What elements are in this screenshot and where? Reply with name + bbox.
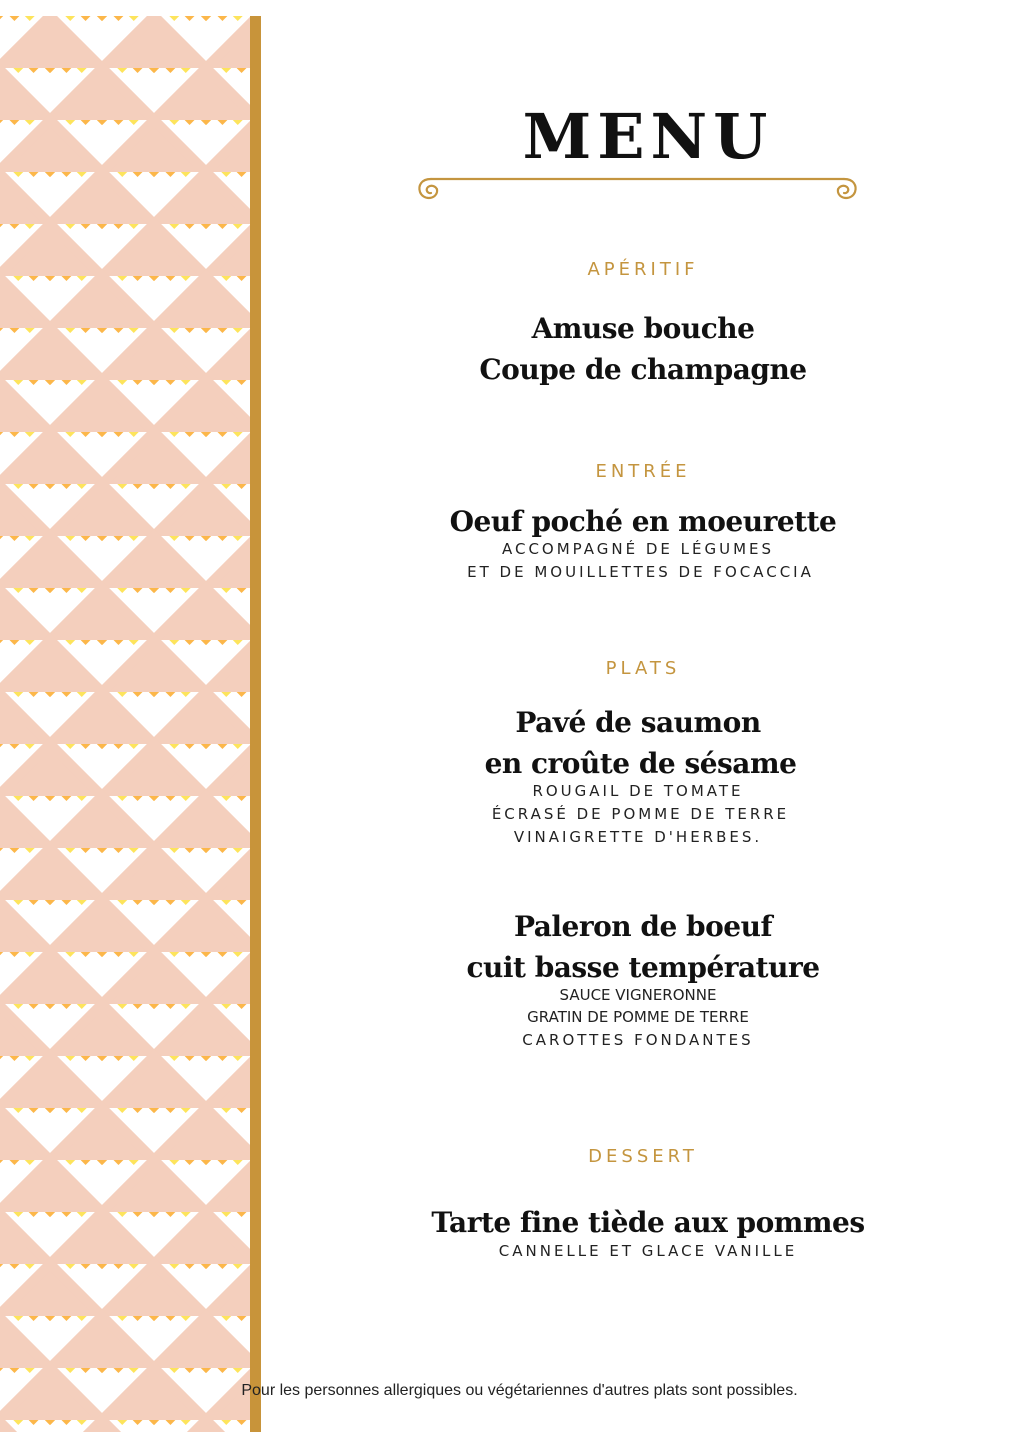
pattern-chevron xyxy=(102,16,206,68)
dish-description: ROUGAIL DE TOMATE xyxy=(532,782,744,800)
pattern-chevron xyxy=(206,744,250,796)
pattern-chevron xyxy=(206,1264,250,1316)
pattern-chevron xyxy=(206,432,250,484)
pattern-chevron xyxy=(50,172,154,224)
pattern-chevron xyxy=(0,1160,102,1212)
pattern-chevron xyxy=(102,744,206,796)
pattern-chevron xyxy=(154,1004,250,1056)
pattern-chevron xyxy=(0,796,50,848)
dish-name-amuse-bouche: Amuse bouche xyxy=(531,312,755,345)
dish-description: VINAIGRETTE D'HERBES. xyxy=(513,828,763,846)
pattern-chevron xyxy=(0,16,102,68)
pattern-chevron xyxy=(0,1316,50,1368)
art-deco-chevron-pattern xyxy=(0,16,250,1432)
allergy-footnote: Pour les personnes allergiques ou végétariennes d'autres plats sont possibles. xyxy=(241,1382,798,1399)
pattern-chevron xyxy=(50,796,154,848)
pattern-chevron xyxy=(0,692,50,744)
pattern-chevron xyxy=(0,328,102,380)
pattern-chevron xyxy=(102,640,206,692)
pattern-chevron xyxy=(0,536,102,588)
section-heading-dessert: DESSERT xyxy=(588,1146,698,1167)
pattern-chevron xyxy=(154,588,250,640)
section-heading-plats: PLATS xyxy=(605,658,681,679)
pattern-chevron xyxy=(0,1108,50,1160)
pattern-chevron xyxy=(50,1212,154,1264)
dish-name-coupe-de-champagne: Coupe de champagne xyxy=(479,353,807,386)
decorative-pattern-panel xyxy=(0,16,250,1432)
pattern-chevron xyxy=(0,172,50,224)
pattern-chevron xyxy=(206,640,250,692)
pattern-chevron xyxy=(0,432,102,484)
dish-description: GRATIN DE POMME DE TERRE xyxy=(527,1008,749,1026)
pattern-chevron xyxy=(0,1420,50,1432)
dish-name-paleron-de-boeuf-line-2: cuit basse température xyxy=(466,951,820,984)
dish-description: SAUCE VIGNERONNE xyxy=(559,986,717,1004)
pattern-chevron xyxy=(154,276,250,328)
pattern-chevron xyxy=(0,68,50,120)
dish-name-pave-de-saumon-line-2: en croûte de sésame xyxy=(484,747,797,780)
pattern-chevron xyxy=(154,1316,250,1368)
pattern-chevron xyxy=(206,1056,250,1108)
dish-description: CAROTTES FONDANTES xyxy=(522,1031,754,1049)
pattern-chevron xyxy=(102,536,206,588)
pattern-chevron xyxy=(154,484,250,536)
pattern-chevron xyxy=(0,588,50,640)
pattern-chevron xyxy=(102,952,206,1004)
pattern-chevron xyxy=(206,536,250,588)
dish-description: ÉCRASÉ DE POMME DE TERRE xyxy=(491,805,790,823)
pattern-chevron xyxy=(154,692,250,744)
pattern-chevron xyxy=(50,1108,154,1160)
pattern-chevron xyxy=(50,1316,154,1368)
pattern-chevron xyxy=(50,380,154,432)
pattern-chevron xyxy=(50,588,154,640)
pattern-chevron xyxy=(0,484,50,536)
pattern-chevron xyxy=(102,432,206,484)
pattern-chevron xyxy=(154,796,250,848)
pattern-chevron xyxy=(0,380,50,432)
dish-name-paleron-de-boeuf: Paleron de boeuf xyxy=(513,910,773,943)
pattern-chevron xyxy=(0,1212,50,1264)
ornamental-flourish-icon xyxy=(415,174,860,206)
dish-name-oeuf-poche: Oeuf poché en moeurette xyxy=(449,505,837,538)
pattern-chevron xyxy=(0,900,50,952)
dish-description: CANNELLE ET GLACE VANILLE xyxy=(498,1242,798,1260)
section-heading-aperitif: APÉRITIF xyxy=(587,259,699,280)
pattern-chevron xyxy=(102,224,206,276)
pattern-chevron xyxy=(50,68,154,120)
pattern-chevron xyxy=(0,1004,50,1056)
pattern-chevron xyxy=(154,900,250,952)
pattern-chevron xyxy=(0,120,102,172)
pattern-chevron xyxy=(206,1160,250,1212)
dish-description: ACCOMPAGNÉ DE LÉGUMES xyxy=(501,540,775,558)
pattern-chevron xyxy=(0,848,102,900)
pattern-chevron xyxy=(0,744,102,796)
pattern-chevron xyxy=(0,640,102,692)
pattern-chevron xyxy=(206,224,250,276)
pattern-chevron xyxy=(102,1056,206,1108)
dish-name-tarte-fine: Tarte fine tiède aux pommes xyxy=(431,1206,865,1239)
pattern-chevron xyxy=(50,900,154,952)
pattern-chevron xyxy=(0,952,102,1004)
pattern-chevron xyxy=(206,848,250,900)
pattern-chevron xyxy=(206,952,250,1004)
pattern-chevron xyxy=(154,1108,250,1160)
pattern-chevron xyxy=(50,276,154,328)
pattern-chevron xyxy=(102,328,206,380)
pattern-chevron xyxy=(206,328,250,380)
pattern-chevron xyxy=(154,172,250,224)
pattern-chevron xyxy=(154,380,250,432)
pattern-chevron xyxy=(206,16,250,68)
pattern-chevron xyxy=(0,276,50,328)
pattern-chevron xyxy=(0,1056,102,1108)
pattern-chevron xyxy=(154,68,250,120)
pattern-chevron xyxy=(154,1212,250,1264)
pattern-chevron xyxy=(102,848,206,900)
pattern-chevron xyxy=(50,1004,154,1056)
pattern-chevron xyxy=(206,120,250,172)
pattern-chevron xyxy=(50,484,154,536)
pattern-chevron xyxy=(0,224,102,276)
dish-description: ET DE MOUILLETTES DE FOCACCIA xyxy=(467,563,814,581)
pattern-chevron xyxy=(50,692,154,744)
section-heading-entree: ENTRÉE xyxy=(595,461,691,482)
dish-name-pave-de-saumon: Pavé de saumon xyxy=(515,706,761,739)
menu-content xyxy=(262,0,1024,1449)
pattern-chevron xyxy=(102,120,206,172)
pattern-chevron xyxy=(102,1264,206,1316)
pattern-chevron xyxy=(0,1264,102,1316)
pattern-chevron xyxy=(102,1160,206,1212)
menu-title: MENU xyxy=(522,100,774,173)
